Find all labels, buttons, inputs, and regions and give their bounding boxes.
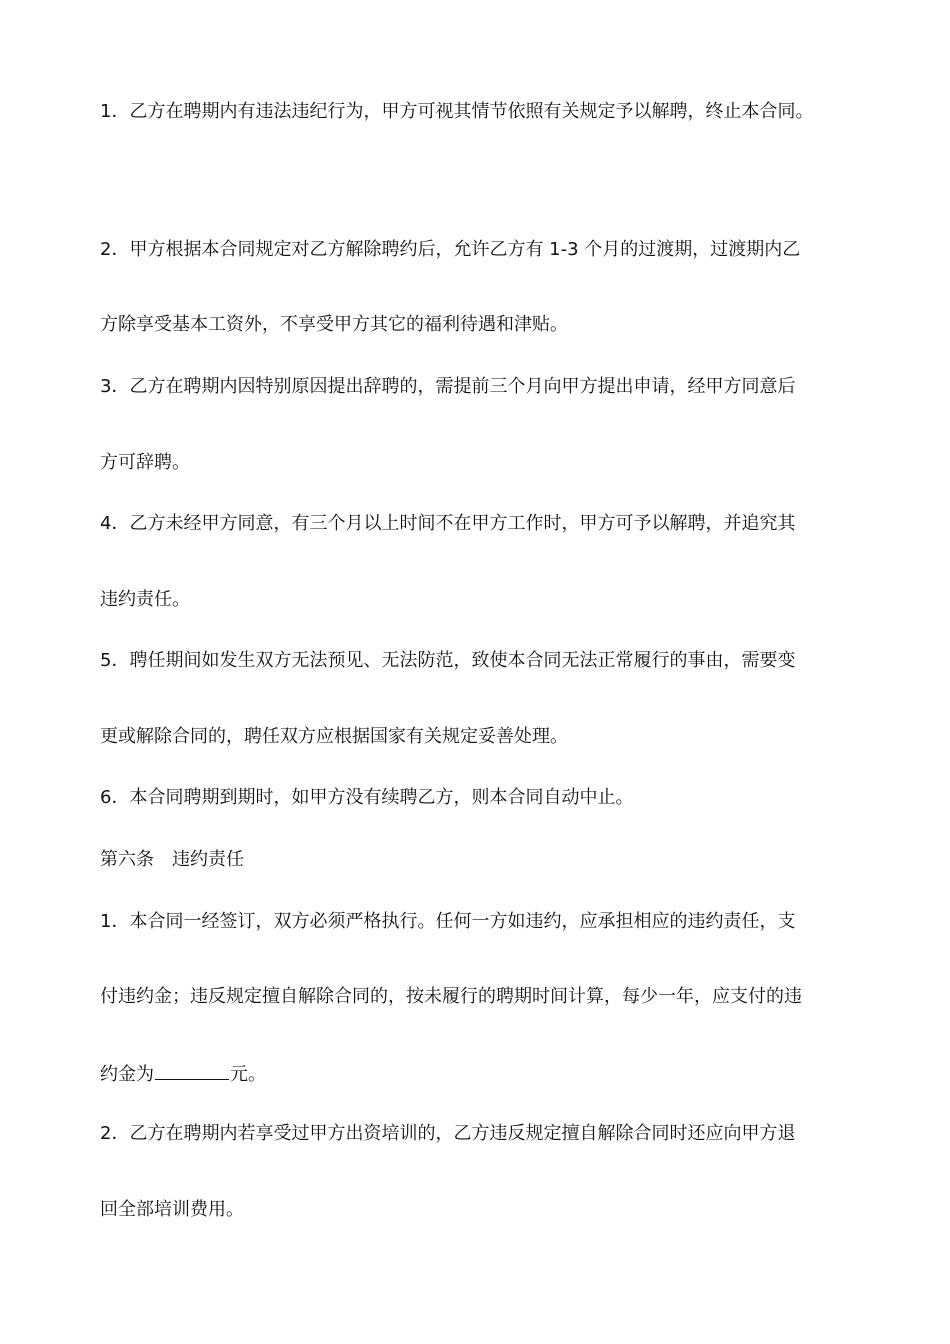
liability-1-line-3-suffix: 元。: [230, 1064, 266, 1085]
clause-6-text: 6．本合同聘期到期时，如甲方没有续聘乙方，则本合同自动中止。: [100, 787, 634, 808]
liability-1-line-1: 1．本合同一经签订，双方必须严格执行。任何一方如违约，应承担相应的违约责任，支: [100, 911, 796, 932]
liability-2-line-2: 回全部培训费用。: [100, 1199, 244, 1220]
clause-3-line-2: 方可辞聘。: [100, 452, 190, 473]
clause-3-line-1: 3．乙方在聘期内因特别原因提出辞聘的，需提前三个月向甲方提出申请，经甲方同意后: [100, 376, 796, 397]
clause-4-line-1: 4．乙方未经甲方同意，有三个月以上时间不在甲方工作时，甲方可予以解聘，并追究其: [100, 513, 796, 534]
clause-2-line-2: 方除享受基本工资外，不享受甲方其它的福利待遇和津贴。: [100, 314, 568, 335]
amount-blank: [155, 1061, 229, 1080]
article-heading: 第六条 违约责任: [100, 849, 244, 870]
liability-1-line-3: [100, 1061, 860, 1087]
clause-5-line-2: 更或解除合同的，聘任双方应根据国家有关规定妥善处理。: [100, 726, 568, 747]
clause-1-text: 1．乙方在聘期内有违法违纪行为，甲方可视其情节依照有关规定予以解聘，终止本合同。: [100, 101, 814, 122]
liability-2-line-1: 2．乙方在聘期内若享受过甲方出资培训的，乙方违反规定擅自解除合同时还应向甲方退: [100, 1123, 796, 1144]
liability-1-line-2: 付违约金；违反规定擅自解除合同的，按未履行的聘期时间计算，每少一年，应支付的违: [100, 986, 802, 1007]
liability-1-line-3-prefix: 约金为: [100, 1064, 154, 1085]
clause-5-line-1: 5．聘任期间如发生双方无法预见、无法防范，致使本合同无法正常履行的事由，需要变: [100, 650, 796, 671]
clause-4-line-2: 违约责任。: [100, 589, 190, 610]
clause-2-line-1: 2．甲方根据本合同规定对乙方解除聘约后，允许乙方有 1-3 个月的过渡期，过渡期内乙: [100, 239, 801, 260]
